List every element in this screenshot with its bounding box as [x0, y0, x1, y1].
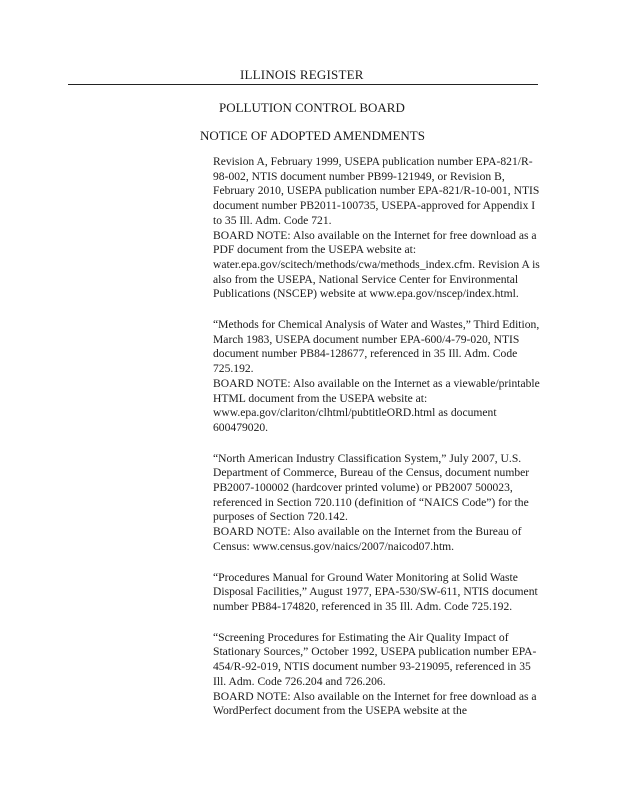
board-title: POLLUTION CONTROL BOARD: [219, 100, 405, 115]
reference-text: “Screening Procedures for Estimating the Air Quality Impact of Stationary Sources,” October 1992, USEPA publication number EPA-454/R-92-019, NTIS document number 93-219095, referenced in 35 Ill. Adm. Code 726.204 and 726.206.: [213, 630, 537, 688]
board-note: BOARD NOTE: Also available on the Internet as a viewable/printable HTML document from the USEPA website at: www.epa.gov/clariton/clhtml/pubtitleORD.html as document 600479020.: [213, 376, 540, 434]
board-note: BOARD NOTE: Also available on the Internet from the Bureau of Census: www.census.gov/naics/2007/naicod07.htm.: [213, 525, 522, 553]
reference-entry: [213, 452, 546, 555]
reference-entry: [213, 155, 546, 302]
reference-text: “Procedures Manual for Ground Water Monitoring at Solid Waste Disposal Facilities,” August 1977, EPA-530/SW-611, NTIS document number PB84-174820, referenced in 35 Ill. Adm. Code 725.192.: [213, 570, 538, 613]
document-body: [213, 155, 546, 735]
board-note: BOARD NOTE: Also available on the Internet for free download as a PDF document from the USEPA website at: water.epa.gov/scitech/methods/cwa/methods_index.cfm. Revision A is also from the USEPA, National Service Center for Environmental Publications (NSCEP) website at www.epa.gov/nscep/index.html.: [213, 228, 540, 301]
reference-text: “North American Industry Classification System,” July 2007, U.S. Department of Commerce, Bureau of the Census, document number PB2007-100002 (hardcover printed volume) or PB2007 500023, referenced in Section 720.110 (definition of “NAICS Code”) for the purposes of Section 720.142.: [213, 451, 530, 524]
board-note: BOARD NOTE: Also available on the Internet for free download as a WordPerfect document from the USEPA website at the: [213, 689, 537, 718]
reference-entry: [213, 318, 546, 436]
header-rule: [68, 84, 538, 85]
register-title: ILLINOIS REGISTER: [240, 67, 364, 82]
reference-text: Revision A, February 1999, USEPA publication number EPA-821/R-98-002, NTIS document number PB99-121949, or Revision B, February 2010, USEPA publication number EPA-821/R-10-001, NTIS document number PB2011-100735, USEPA-approved for Appendix I to 35 Ill. Adm. Code 721.: [213, 155, 540, 227]
reference-text: “Methods for Chemical Analysis of Water and Wastes,” Third Edition, March 1983, USEPA document number EPA-600/4-79-020, NTIS document number PB84-128677, referenced in 35 Ill. Adm. Code 725.192.: [213, 318, 540, 376]
reference-entry: [213, 631, 546, 719]
reference-entry: [213, 571, 546, 615]
notice-title: NOTICE OF ADOPTED AMENDMENTS: [200, 128, 425, 143]
